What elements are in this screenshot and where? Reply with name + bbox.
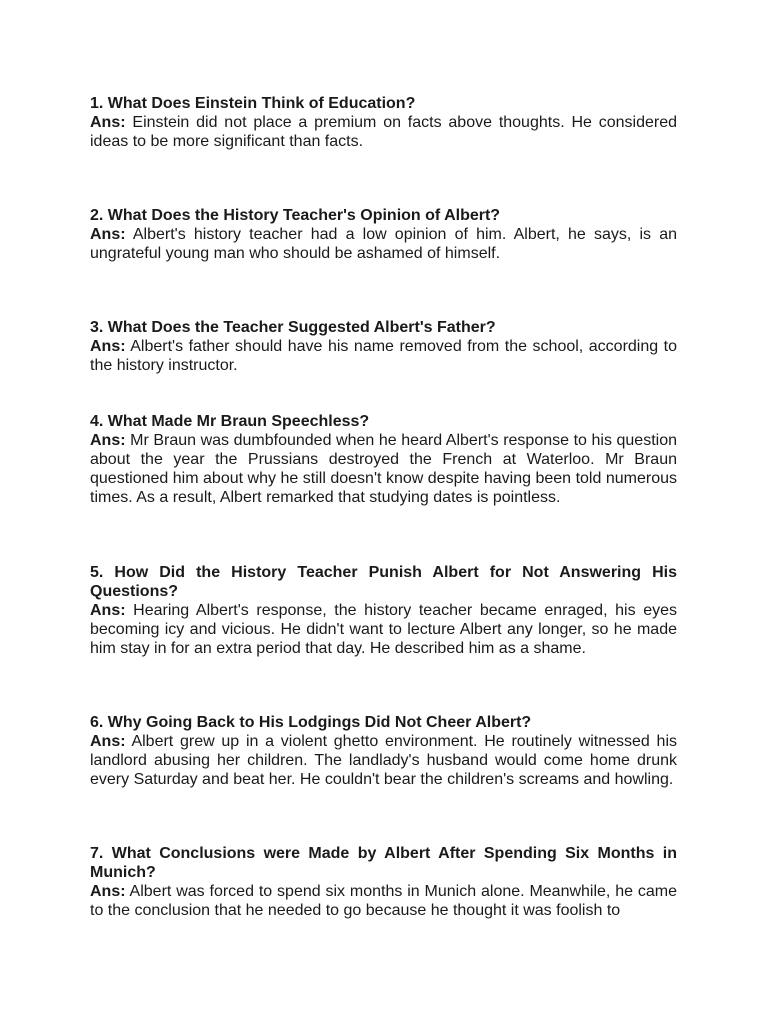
question-2: 2. What Does the History Teacher's Opinion of Albert? bbox=[90, 207, 501, 224]
answer-label: Ans: bbox=[90, 226, 126, 243]
answer-4 bbox=[90, 431, 677, 507]
answer-text: Einstein did not place a premium on facts above thoughts. He considered ideas to be more significant than facts. bbox=[90, 114, 678, 150]
answer-label: Ans: bbox=[90, 432, 126, 449]
question-5: 5. How Did the History Teacher Punish Albert for Not Answering His Questions? bbox=[90, 564, 677, 600]
qa-block-7 bbox=[90, 844, 677, 920]
question-3: 3. What Does the Teacher Suggested Albert's Father? bbox=[90, 319, 496, 336]
qa-block-3 bbox=[90, 318, 677, 375]
qa-block-1 bbox=[90, 94, 677, 151]
answer-text: Albert was forced to spend six months in Munich alone. Meanwhile, he came to the conclusion that he needed to go because he thought it was foolish to bbox=[90, 883, 678, 919]
answer-label: Ans: bbox=[90, 883, 126, 900]
qa-block-6 bbox=[90, 713, 677, 789]
qa-block-4 bbox=[90, 412, 677, 507]
answer-text: Albert's history teacher had a low opinion of him. Albert, he says, is an ungrateful young man who should be ashamed of himself. bbox=[90, 226, 678, 262]
answer-5 bbox=[90, 601, 677, 658]
answer-text: Mr Braun was dumbfounded when he heard Albert's response to his question about the year the Prussians destroyed the French at Waterloo. Mr Braun questioned him about why he still doesn't know despite having been told numerous times. As a result, Albert remarked that studying dates is pointless. bbox=[90, 432, 677, 506]
answer-1 bbox=[90, 113, 677, 151]
answer-label: Ans: bbox=[90, 338, 126, 355]
answer-label: Ans: bbox=[90, 602, 126, 619]
answer-label: Ans: bbox=[90, 114, 126, 131]
qa-block-5 bbox=[90, 563, 677, 658]
qa-block-2 bbox=[90, 206, 677, 263]
answer-2 bbox=[90, 225, 677, 263]
answer-3 bbox=[90, 337, 677, 375]
answer-label: Ans: bbox=[90, 733, 126, 750]
question-7: 7. What Conclusions were Made by Albert After Spending Six Months in Munich? bbox=[90, 845, 677, 881]
answer-7 bbox=[90, 882, 677, 920]
question-4: 4. What Made Mr Braun Speechless? bbox=[90, 413, 370, 430]
answer-text: Hearing Albert's response, the history teacher became enraged, his eyes becoming icy and vicious. He didn't want to lecture Albert any longer, so he made him stay in for an extra period that day. He described him as a shame. bbox=[90, 602, 677, 657]
answer-text: Albert grew up in a violent ghetto environment. He routinely witnessed his landlord abusing her children. The landlady's husband would come home drunk every Saturday and beat her. He couldn't bear the children's screams and howling. bbox=[90, 733, 678, 788]
question-1: 1. What Does Einstein Think of Education? bbox=[90, 95, 416, 112]
answer-text: Albert's father should have his name removed from the school, according to the history instructor. bbox=[90, 338, 678, 374]
question-6: 6. Why Going Back to His Lodgings Did Not Cheer Albert? bbox=[90, 714, 532, 731]
answer-6 bbox=[90, 732, 677, 789]
